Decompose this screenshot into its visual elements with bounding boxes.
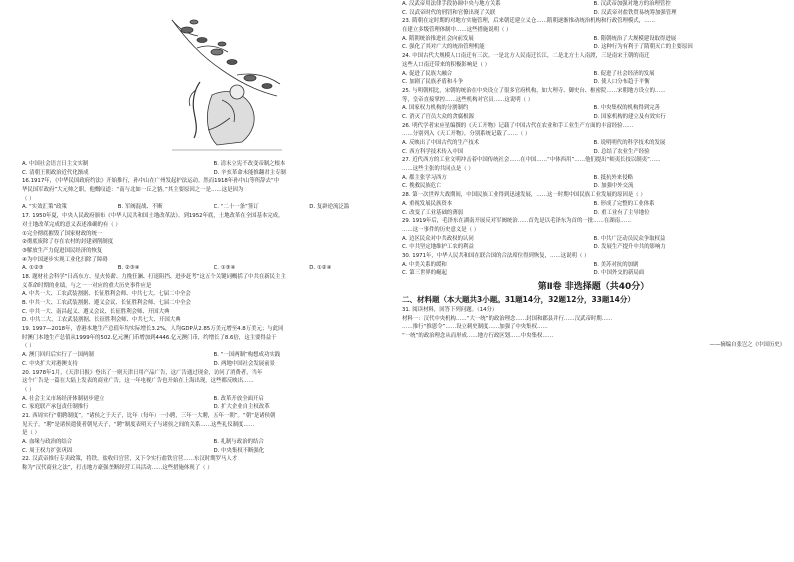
q19-options-row2 [22,360,405,369]
q19-option-c: C. 中央扩大对港澳支持 [22,360,78,367]
q25-option-a: A. 国家权力机构的分割制约 [402,105,469,112]
q20-option-c: C. 家庭联产承包责任制推行 [22,404,89,411]
q15-options [22,160,405,169]
q30-option-b: B. 美苏对抗的加剧 [593,261,639,268]
q16-option-d: D. 复辟逆流泛滥 [309,204,350,211]
q16-stem-2: 华民国军政府”大元帅之职，他慨叹道：“南与北如一丘之貉。”其主要原因之一是……这是因为 [22,187,244,194]
q22-stem-1: 22. 汉武帝推行专卖政策，将铁、盐收归官营，又下令实行盐铁官营……东汉时期罗马人才 [22,456,238,463]
q28-options-row2 [402,209,785,218]
q17-stem-2: 对土地改革完成的意义表述准确的有（ ） [22,221,121,228]
q20-option-a: A. 社会主义市场经济体制初步建立 [22,395,105,402]
q19-option-b: B. “一国两制”构想成功实践 [213,352,281,359]
q15-option-c: C. 清朝王朝政治近代化渐成 [22,169,89,176]
q17-option-b: B. ②③④ [117,265,140,272]
q17-item-3: ③解放生产力促进国民经济的恢复 [22,247,103,254]
q23-option-d: D. 这种行为有利于了隋朝灭亡的主要原因 [593,44,693,51]
q16-option-b: B. 军阀混战、不断 [117,204,163,211]
q26-options-row2 [402,148,785,157]
q24-option-a: A. 促进了民族大融合 [402,70,453,77]
q22-option-c: C. 汉武帝时代的刑罚和官僚出现了关联 [402,9,496,16]
q18-option-d: D. 中共二大、工农武装割据、长征胜利会师、中共七大、开国大典 [22,317,181,324]
q21-stem-2: 见天子，“聘”是诸侯遣使者朝见天子，“聘”制度表明天子与诸侯之间的关系……这些礼仪制度…… [22,421,255,428]
q23-stem-1: 23. 隋朝在定时期的对地方实施管理，后来朝廷建立义仓……隋朝逐渐推动统治机构和行政管理模式，…… [402,18,655,25]
q27-option-a: A. 都主张学习西方 [402,174,447,181]
q29-options [402,235,785,244]
q27-options-row2 [402,182,785,191]
q29-option-a: A. 边区民众对中共政权的认同 [402,235,474,242]
q20-stem-1: 20. 1978年1月，《天津日报》登出了一则天津日用产品广告，这广告通过现金，访问了消费者，当年 [22,369,263,376]
q26-options [402,139,785,148]
q20-stem-3: （ ） [22,386,35,393]
q23-options [402,35,785,44]
q20-options-row2 [22,403,405,412]
q15-options-row2 [22,169,405,178]
q31-lead: 31. 阅读材料，回答下列问题。（14分） [402,307,498,313]
q26-option-c: C. 西方科学技术传入中国 [402,148,464,155]
q22-options-row2 [402,9,785,18]
q25-stem-2: 等，皇帝直接掌控……这些机构对官员……这说明（ ） [402,96,534,103]
q28-option-a: A. 重视发展民族资本 [402,200,453,207]
q23-stem-2: 在建立多级管理体制中……这些措施说明（ ） [402,27,512,34]
q22-options [402,0,785,9]
q24-options [402,70,785,79]
q18-stem-2: 义革命时期的业绩，与之一一对应的重大历史事件应是 [22,282,152,289]
q16-option-c: C. “二十一条”签订 [213,204,259,211]
q28-option-c: C. 改变了工业基础的薄弱 [402,209,464,216]
q27-option-d: D. 加强中外交流 [593,183,634,190]
q19-stem-1: 19. 1997—2018年，香港本地生产总值年均实际增长3.2%，人均GDP从2.85万美元增至4.8万美元；与此同 [22,326,284,333]
q17-stem-1: 17. 1950年夏，中央人民政府颁布《中华人民共和国土地改革法》。到1952年底，土地改革在全国基本完成。 [22,213,284,220]
q27-stem-1: 27. 近代西方的工业文明冲击着中国传统社会……在中国……“中体西用”……他们提出“师夷长技以制夷”…… [402,157,661,164]
q27-stem-2: ……这些主张的共同点是（ ） [402,166,474,173]
material-1-line-3: “一统”的政治理念从而形成……地方行政区划……中央集权…… [402,333,554,340]
q24-option-b: B. 促进了社会经济的发展 [593,70,655,77]
q19-option-a: A. 澳门回归后实行了一国两制 [22,352,94,359]
q17-item-4: ④为中国逐步实现工业化扫除了障碍 [22,256,108,263]
q20-option-d: D. 扩大企业自主权改革 [213,404,270,411]
q17-item-1: ①完全彻底摧毁了国家财政的统一 [22,230,103,237]
q24-stem-1: 24. 中国古代大规模人口南迁有三次。一是北方人民南迁长江，二是北方士人南渡，三是南宋王朝的南迁 [402,53,650,60]
material-1-line-1: 材料一：汉代中央机构……“大一统”的政治理念……封国和郡县并行……汉武帝时期…… [402,315,613,322]
q29-option-d: D. 发展生产提升中共的影响力 [593,244,666,251]
q15-option-b: B. 清末立宪不改变帝制之根本 [213,161,286,167]
historical-illustration [22,0,405,160]
q29-stem-2: ……这一事件的历史意义是（ ） [402,226,480,233]
q21-option-d: D. 中央集权不断强化 [213,447,265,454]
q23-option-a: A. 隋朝统治推进社会向前发展 [402,35,474,42]
q22-stem-2: 称为“汉代商业之法”，打击地方豪强垄断经营工具活动……这些措施体现了（ ） [22,465,213,472]
q19-stem-3: （ ） [22,343,35,350]
material-source: ——摘编自张岂之《中国历史》 [709,341,785,348]
q26-option-d: D. 总结了农业生产经验 [593,148,650,155]
q30-option-a: A. 中美关系的缓和 [402,261,447,268]
q20-options [22,395,405,404]
q15-option-d: D. 辛亥革命未能推翻君主专制 [213,169,286,176]
q25-option-c: C. 消灭了官员大众的贪腐根源 [402,113,474,120]
q18-stem-1: 18. 题材社会科学“日高东方、星火传薪、力挽狂澜、打退阻挡、进步赶考”这五个关键词概括了中共在新民主主 [22,273,286,280]
q27-options [402,174,785,183]
q21-stem-1: 21. 西周实行“朝聘制度”。“诸侯之于天子，比年（每年）一小聘，三年一大聘，五年一朝”。“朝”是诸侯朝 [22,412,276,419]
q19-option-d: D. 两地中国社会发展前景 [213,360,275,367]
q16-stem-3: （ ） [22,195,35,202]
q25-stem-1: 25. 与明朝相比，宋朝的统治在中央设立了很多官府机构，如大理寺、御史台、枢密院……宋朝地方设立的…… [402,87,666,94]
q16-stem-1: 16.1917年，《中华民国政府约法》开始推行，孙中山在广州发起护法运动。然而1918年孙中山等所辞去“中 [22,178,280,185]
q29-option-b: B. 中共广泛动员民众争取权益 [593,235,666,242]
q28-options [402,200,785,209]
q30-stem-1: 30. 1971年，中华人民共和国在联合国的合法席位得到恢复，……这说明（ ） [402,252,590,259]
q24-stem-2: 这些人口南迁带来的积极影响是（ ） [402,61,490,68]
q27-option-b: B. 抵抗外来侵略 [593,174,633,181]
q25-options-row2 [402,113,785,122]
q17-options [22,264,405,273]
right-column [402,0,785,562]
q30-options [402,261,785,270]
q28-stem-1: 28. 第一次世界大战期间，中国民族工业得到迅速发展，……这一时期中国民族工业发展的原因是（ ） [402,192,646,199]
q20-stem-2: 这个广告是一篇在大陆上发表的商业广告，这一年电视广告也开始在上海出现，这些都反映出…… [22,378,254,385]
q17-option-d: D. ①②④ [309,265,332,272]
q26-option-b: B. 说明明代的科学技术的发展 [593,140,666,146]
q28-option-d: D. 重工业有了主导地位 [593,209,650,216]
q27-option-c: C. 挽救民族危亡 [402,183,442,190]
q30-option-d: D. 中国外交的新局面 [593,270,645,277]
left-column [22,0,405,562]
q29-options-row2 [402,243,785,252]
q22-option-b: B. 汉武帝加强对地方的治理管控 [593,1,671,7]
q19-stem-2: 时澳门本地生产总值从1999年的502.亿元澳门币增加到4446.亿元澳门币，约增长了8.6倍，这主要得益于 [22,334,277,341]
q22-option-d: D. 汉武帝对盐铁贸易统筹加强管理 [593,9,677,16]
q22-option-a: A. 汉武帝用法律手段协调中央与地方关系 [402,1,501,7]
q25-options [402,104,785,113]
q21-option-c: C. 周王权力扩张巩固 [22,447,73,454]
q21-option-b: B. 礼制与政治的结合 [213,439,264,445]
q23-options-row2 [402,43,785,52]
q18-option-b: B. 中共一大、工农武装割据、遵义会议、长征胜利会师、七届二中全会 [22,300,191,306]
q20-option-b: B. 改革开放全面开启 [213,395,264,402]
q29-stem-1: 29. 1919年后，毛泽东在湖南开展反对军阀统治……首先是以毛泽东为首的一批……在湖南…… [402,218,631,225]
q16-options [22,203,405,212]
section-2-title: 第Ⅱ卷 非选择题（共40分） [537,282,650,292]
q21-stem-3: 是（ ） [22,430,40,437]
q24-options-row2 [402,78,785,87]
q17-option-c: C. ①③④ [213,265,236,272]
q30-options-row2 [402,269,785,278]
q18-option-c: C. 中共一大、南昌起义、遵义会议、长征胜利会师、开国大典 [22,308,170,315]
q23-option-c: C. 强化了其对广大的统治管理机能 [402,44,485,51]
q30-option-c: C. 第三世界的崛起 [402,270,447,277]
q25-option-b: B. 中央集权的机构得到完善 [593,105,660,112]
q26-stem-1: 26. 明代学者宋应星编撰的《天工开物》记载了中国古代在农业和手工业生产方面的丰富经验…… [402,122,634,129]
q21-options-row2 [22,447,405,456]
q17-item-2: ②彻底废除了存在农村的封建剥削制度 [22,239,114,246]
q26-option-a: A. 反映出了中国古代的生产技术 [402,140,480,146]
q15-option-a: A. 中国社会语言日主文实制 [22,161,89,167]
q29-option-c: C. 中共坚定地维护工农的利益 [402,244,474,251]
material-1-line-2: ……推行“推恩令”……设立刺史制度……加强了中央集权…… [402,324,548,331]
illustration-drawing [22,0,405,160]
q26-stem-2: ……分别列入《天工开物》，分别系统记载了……（ ） [402,131,531,138]
q16-option-a: A. “实效汇策”政策 [22,204,67,211]
material-section-title: 二、材料题（本大题共3小题。31题14分，32题12分，33题14分） [402,295,635,304]
q18-option-a: A. 中共一大、工农武装割据、长征胜利会师、中共七大、七届二中全会 [22,291,191,298]
q19-options [22,351,405,360]
q21-option-a: A. 血缘与政治的结合 [22,439,73,445]
q17-option-a: A. ①②③ [22,265,44,272]
q24-option-c: C. 加剧了民族矛盾和斗争 [402,79,464,86]
q28-option-b: B. 形成了完整的工业体系 [593,200,655,207]
q25-option-d: D. 国家机构的建立及有效实行 [593,113,666,120]
q24-option-d: D. 使人口分布趋于平衡 [593,79,650,86]
q23-option-b: B. 隋朝统治了大规模建设取得进展 [593,35,677,42]
q21-options [22,438,405,447]
